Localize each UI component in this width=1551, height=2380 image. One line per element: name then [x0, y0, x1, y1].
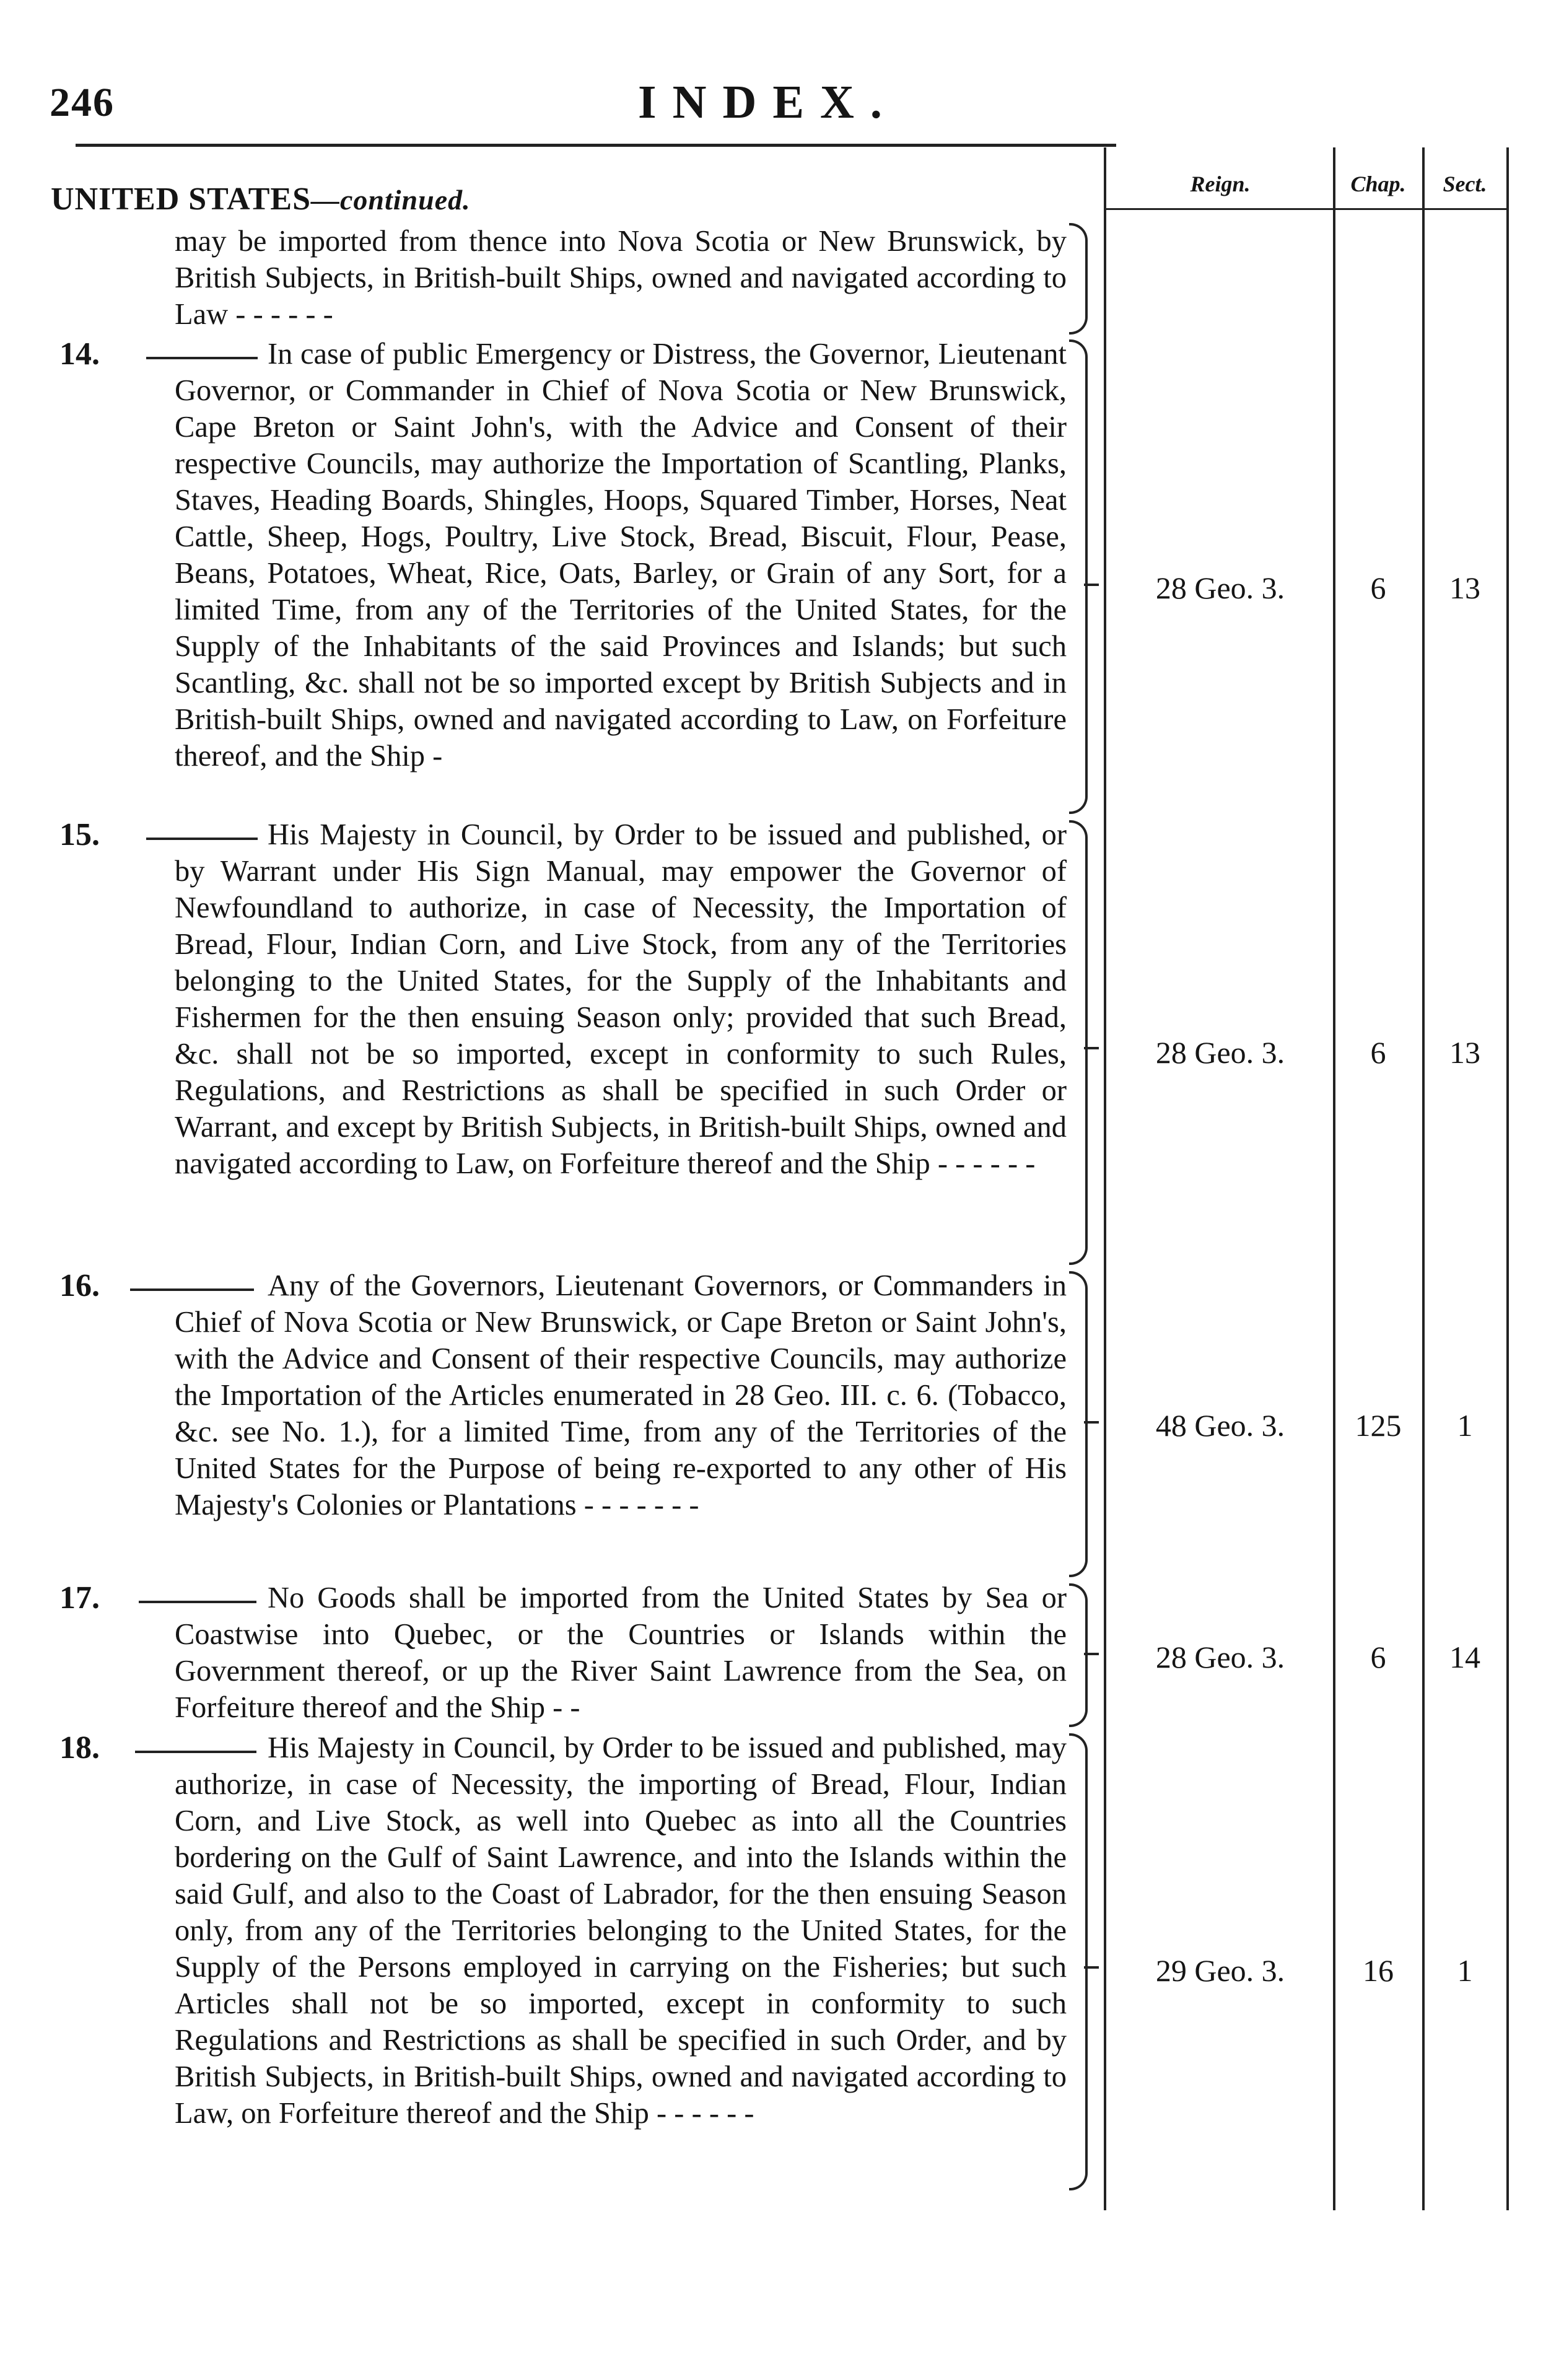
- citation-sect: 13: [1449, 571, 1480, 605]
- entry-text-content: His Majesty in Council, by Order to be issued and published, or by Warrant under His Sign Manual, may empower the Governor of Newfoundland to authorize, in case of Necessity, the Importation of Bread, Flour, Indian Corn, and Live Stock, from any of the Territories belonging to the United States, for the Supply of the Inhabitants and Fishermen for the then ensuing Season only; provided that such Bread, &c. shall not be so imported, except in conformity to such Rules, Regulations, and Restrictions as shall be specified in such Order or Warrant, and except by British Subjects, in British-built Ships, owned and navigated according to Law, on Forfeiture thereof and the Ship - - - - - -: [175, 818, 1067, 1180]
- entry-text: [175, 1267, 1067, 1523]
- entry-brace-tip: [1084, 1653, 1099, 1655]
- citation-chap: 6: [1370, 1640, 1386, 1674]
- entry-text: [175, 1730, 1067, 2132]
- page-number: 246: [50, 80, 115, 125]
- citation-reign: 28 Geo. 3.: [1155, 1640, 1285, 1674]
- citation-chap: 6: [1370, 571, 1386, 605]
- column-rule-chap-sect: [1422, 147, 1425, 2210]
- entry-text: [175, 816, 1067, 1182]
- section-heading-text: UNITED STATES: [51, 182, 311, 217]
- entry-text-content: His Majesty in Council, by Order to be issued and published, may authorize, in case of Necessity, the importing of Bread, Flour, Indian Corn, and Live Stock, as well into Quebec as into all the Countries bordering on the Gulf of Saint Lawrence, and into the Islands within the said Gulf, and also to the Coast of Labrador, for the then ensuing Season only, from any of the Territories belonging to the United States, for the Supply of the Persons employed in carrying on the Fisheries; but such Articles shall not be so imported, except in conformity to such Regulations and Restrictions as shall be specified in such Order, and by British Subjects, in British-built Ships, owned and navigated according to Law, on Forfeiture thereof and the Ship - - - - - -: [175, 1731, 1067, 2130]
- entry-number: 18.: [59, 1730, 100, 1765]
- entry-brace: [1069, 223, 1088, 335]
- entry-text-content: Any of the Governors, Lieutenant Governors, or Commanders in Chief of Nova Scotia or New Brunswick, or Cape Breton or Saint John's, with the Advice and Consent of their respective Councils, may authorize the Importation of the Articles enumerated in 28 Geo. III. c. 6. (Tobacco, &c. see No. 1.), for a limited Time, from any of the Territories of the United States for the Purpose of being re-exported to any other of His Majesty's Colonies or Plantations - - - - - - -: [175, 1269, 1067, 1521]
- header-rule: [76, 144, 1116, 147]
- column-header-sect: Sect.: [1443, 172, 1487, 196]
- citation-reign: 28 Geo. 3.: [1155, 1035, 1285, 1070]
- citation-chap: 16: [1363, 1953, 1394, 1988]
- entry-text: may be imported from thence into Nova Scotia or New Brunswick, by British Subjects, in British-built Ships, owned and navigated according to Law - - - - - -: [175, 225, 1067, 331]
- column-header-chap: Chap.: [1350, 172, 1406, 196]
- citation-reign: 29 Geo. 3.: [1155, 1953, 1285, 1988]
- entry-number: 14.: [59, 336, 100, 372]
- entry-brace: [1069, 1733, 1088, 2190]
- entry-brace-tip: [1084, 1421, 1099, 1424]
- entry-brace-tip: [1084, 1966, 1099, 1969]
- entry-brace: [1069, 1271, 1088, 1577]
- section-heading: [51, 181, 471, 217]
- entry-number: 16.: [59, 1268, 100, 1303]
- entry-brace: [1069, 820, 1088, 1265]
- citation-sect: 14: [1449, 1640, 1480, 1674]
- section-continued: —continued.: [311, 184, 471, 216]
- entry-brace: [1069, 1583, 1088, 1727]
- column-rule-reign-chap: [1333, 147, 1335, 2210]
- column-rule-left: [1104, 147, 1106, 2210]
- entry-text: [175, 336, 1067, 774]
- column-rule-right: [1506, 147, 1509, 2210]
- citation-chap: 6: [1370, 1035, 1386, 1070]
- entry-number: 15.: [59, 817, 100, 852]
- citation-reign: 28 Geo. 3.: [1155, 571, 1285, 605]
- citation-sect: 1: [1457, 1953, 1473, 1988]
- entry-text-content: In case of public Emergency or Distress, the Governor, Lieutenant Governor, or Commander in Chief of Nova Scotia or New Brunswick, Cape Breton or Saint John's, with the Advice and Consent of their respective Councils, may authorize the Importation of Scantling, Planks, Staves, Heading Boards, Shingles, Hoops, Squared Timber, Horses, Neat Cattle, Sheep, Hogs, Poultry, Live Stock, Bread, Biscuit, Flour, Pease, Beans, Potatoes, Wheat, Rice, Oats, Barley, or Grain of any Sort, for a limited Time, from any of the Territories of the United States, for the Supply of the Inhabitants of the said Provinces and Islands; but such Scantling, &c. shall not be so imported except by British Subjects and in British-built Ships, owned and navigated according to Law, on Forfeiture thereof, and the Ship -: [175, 338, 1067, 772]
- entry-brace-tip: [1084, 584, 1099, 586]
- running-head: INDEX.: [638, 76, 898, 128]
- column-header-rule: [1106, 208, 1509, 210]
- citation-reign: 48 Geo. 3.: [1155, 1408, 1285, 1443]
- entry-text: [175, 1580, 1067, 1726]
- column-header-reign: Reign.: [1190, 172, 1251, 196]
- citation-sect: 13: [1449, 1035, 1480, 1070]
- entry-brace-tip: [1084, 1047, 1099, 1049]
- entry-number: 17.: [59, 1580, 100, 1616]
- entry-brace: [1069, 339, 1088, 814]
- citation-chap: 125: [1355, 1408, 1402, 1443]
- entry-text-content: No Goods shall be imported from the United States by Sea or Coastwise into Quebec, or the Countries or Islands within the Government thereof, or up the River Saint Lawrence from the Sea, on Forfeiture thereof and the Ship - -: [175, 1582, 1067, 1724]
- citation-sect: 1: [1457, 1408, 1473, 1443]
